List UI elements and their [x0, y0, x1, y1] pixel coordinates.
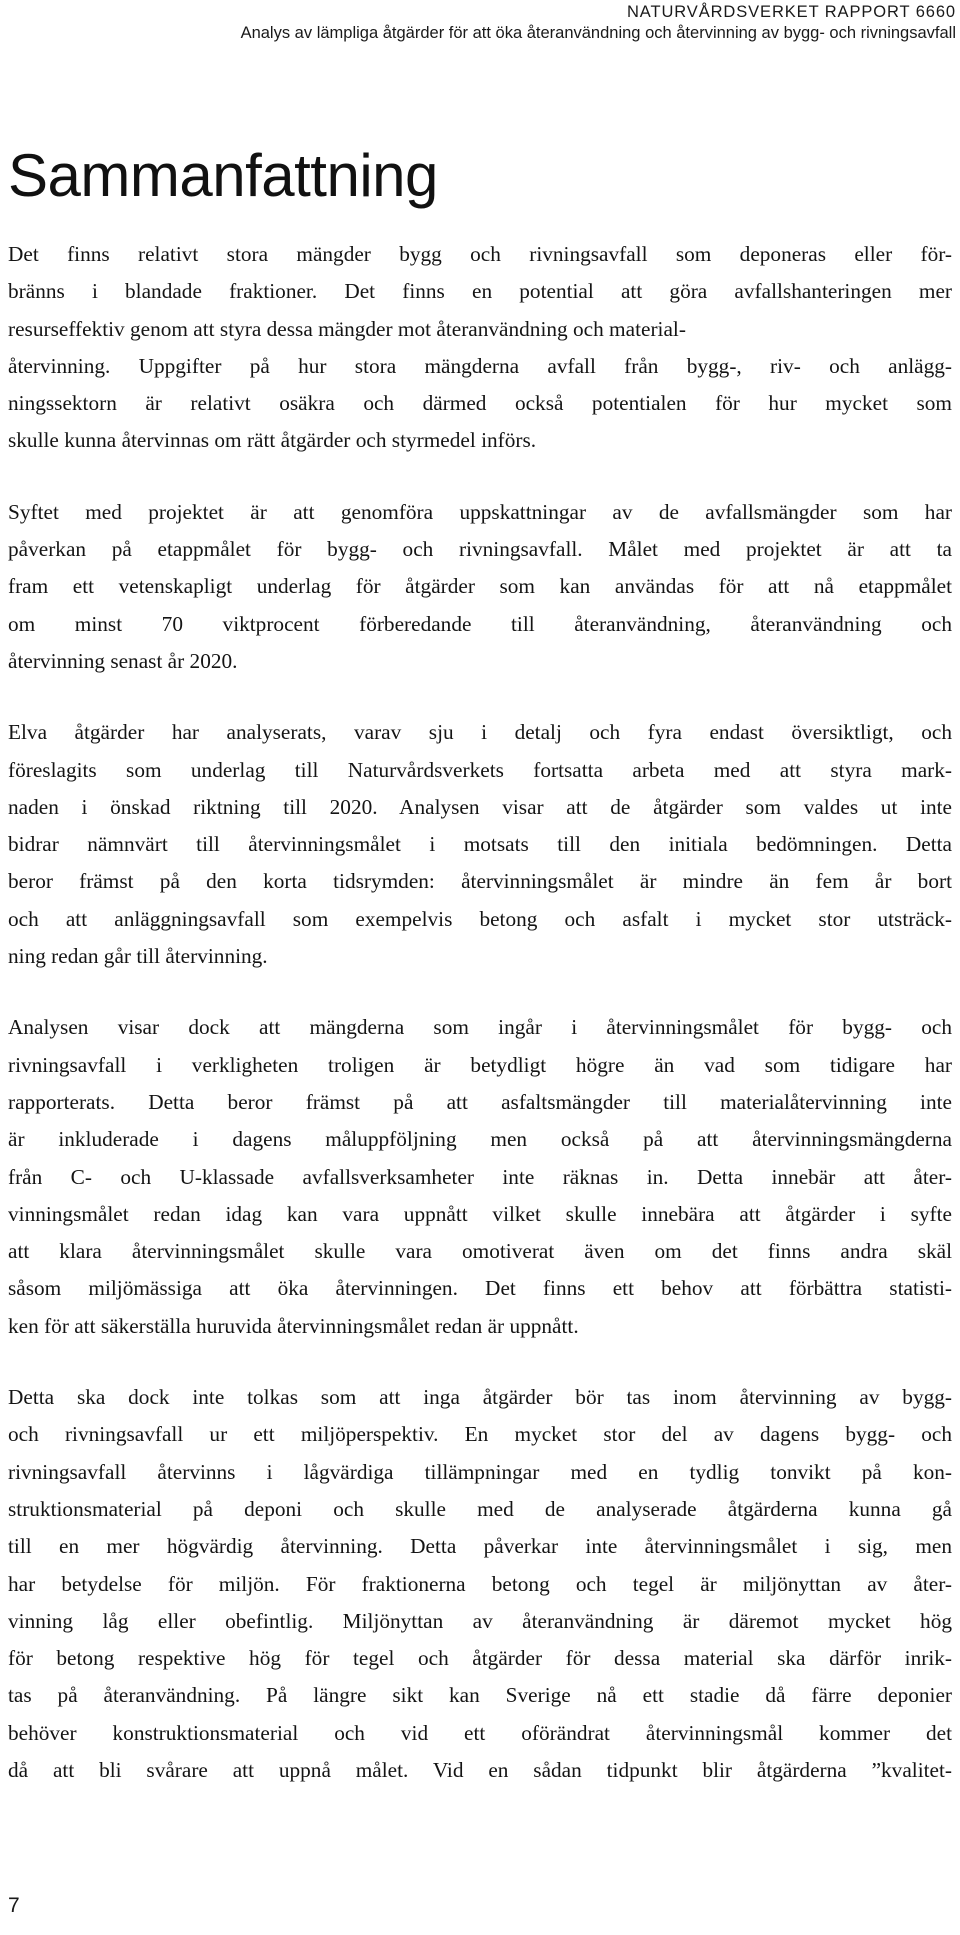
text-line: struktionsmaterial på deponi och skulle med de analyserade åtgärderna kunna gå: [8, 1496, 952, 1521]
text-line: ningssektorn är relativt osäkra och därmed också potentialen för hur mycket som: [8, 391, 952, 416]
text-line: Det finns relativt stora mängder bygg och rivningsavfall som deponeras eller för-: [8, 242, 952, 266]
text-line: ning redan går till återvinning.: [8, 944, 268, 969]
text-line: Syftet med projektet är att genomföra uppskattningar av de avfallsmängder som har: [8, 499, 952, 524]
text-line: och rivningsavfall ur ett miljöperspektiv. En mycket stor del av dagens bygg- och: [8, 1422, 952, 1447]
text-line: naden i önskad riktning till 2020. Analysen visar att de åtgärder som valdes ut inte: [8, 794, 952, 819]
paragraph: [8, 1009, 952, 1345]
text-line: såsom miljömässiga att öka återvinningen. Det finns ett behov att förbättra statisti-: [8, 1276, 952, 1301]
running-header: [241, 2, 956, 44]
page-title: Sammanfattning: [8, 142, 438, 209]
text-line: bränns i blandade fraktioner. Det finns en potential att göra avfallshanteringen mer: [8, 279, 952, 304]
text-line: resurseffektiv genom att styra dessa mängder mot återanvändning och material-: [8, 316, 686, 341]
paragraph: [8, 714, 952, 975]
paragraph: [8, 494, 952, 680]
paragraph: [8, 1379, 952, 1789]
text-line: rivningsavfall i verkligheten troligen är betydligt högre än vad som tidigare har: [8, 1052, 952, 1077]
text-line: rivningsavfall återvinns i lågvärdiga tillämpningar med en tydlig tonvikt på kon-: [8, 1459, 952, 1484]
report-subtitle: Analys av lämpliga åtgärder för att öka återanvändning och återvinning av bygg- och rivningsavfall: [240, 24, 956, 42]
text-line: om minst 70 viktprocent förberedande till återanvändning, återanvändning och: [8, 611, 952, 636]
text-line: är inkluderade i dagens måluppföljning men också på att återvinningsmängderna: [8, 1127, 952, 1152]
text-line: har betydelse för miljön. För fraktionerna betong och tegel är miljönyttan av åter-: [8, 1571, 952, 1596]
text-line: då att bli svårare att uppnå målet. Vid en sådan tidpunkt blir åtgärderna ”kvalitet-: [8, 1757, 952, 1782]
text-line: Elva åtgärder har analyserats, varav sju i detalj och fyra endast översiktligt, och: [8, 720, 952, 745]
text-line: till en mer högvärdig återvinning. Detta påverkar inte återvinningsmålet i sig, men: [8, 1534, 952, 1559]
text-line: Analysen visar dock att mängderna som ingår i återvinningsmålet för bygg- och: [8, 1015, 952, 1040]
report-series: NATURVÅRDSVERKET RAPPORT 6660: [626, 3, 956, 21]
text-line: rapporterats. Detta beror främst på att asfaltsmängder till materialåtervinning inte: [8, 1089, 952, 1114]
text-line: vinningsmålet redan idag kan vara uppnått vilket skulle innebära att åtgärder i syfte: [8, 1201, 952, 1226]
text-line: beror främst på den korta tidsrymden: återvinningsmålet är mindre än fem år bort: [8, 869, 952, 894]
page-number: 7: [8, 1894, 20, 1917]
text-line: Detta ska dock inte tolkas som att inga åtgärder bör tas inom återvinning av bygg-: [8, 1385, 952, 1410]
text-line: vinning låg eller obefintlig. Miljönyttan av återanvändning är däremot mycket hög: [8, 1608, 952, 1633]
body-text: [8, 236, 952, 1823]
text-line: för betong respektive hög för tegel och åtgärder för dessa material ska därför inrik-: [8, 1646, 952, 1671]
text-line: från C- och U-klassade avfallsverksamheter inte räknas in. Detta innebär att åter-: [8, 1164, 952, 1189]
text-line: ken för att säkerställa huruvida återvinningsmålet redan är uppnått.: [8, 1313, 579, 1338]
text-line: att klara återvinningsmålet skulle vara omotiverat även om det finns andra skäl: [8, 1239, 952, 1264]
text-line: tas på återanvändning. På längre sikt kan Sverige nå ett stadie då färre deponier: [8, 1683, 952, 1708]
text-line: skulle kunna återvinnas om rätt åtgärder och styrmedel införs.: [8, 428, 537, 453]
paragraph: [8, 236, 952, 460]
text-line: och att anläggningsavfall som exempelvis betong och asfalt i mycket stor utsträck-: [8, 906, 952, 931]
text-line: återvinning senast år 2020.: [8, 648, 238, 673]
text-line: föreslagits som underlag till Naturvårdsverkets fortsatta arbeta med att styra mark-: [8, 757, 952, 782]
text-line: bidrar nämnvärt till återvinningsmålet i motsats till den initiala bedömningen. Detta: [8, 832, 952, 857]
text-line: fram ett vetenskapligt underlag för åtgärder som kan användas för att nå etappmålet: [8, 574, 952, 599]
text-line: återvinning. Uppgifter på hur stora mängderna avfall från bygg-, riv- och anlägg-: [8, 353, 952, 378]
text-line: behöver konstruktionsmaterial och vid ett oförändrat återvinningsmål kommer det: [8, 1720, 952, 1745]
text-line: påverkan på etappmålet för bygg- och rivningsavfall. Målet med projektet är att ta: [8, 537, 952, 562]
